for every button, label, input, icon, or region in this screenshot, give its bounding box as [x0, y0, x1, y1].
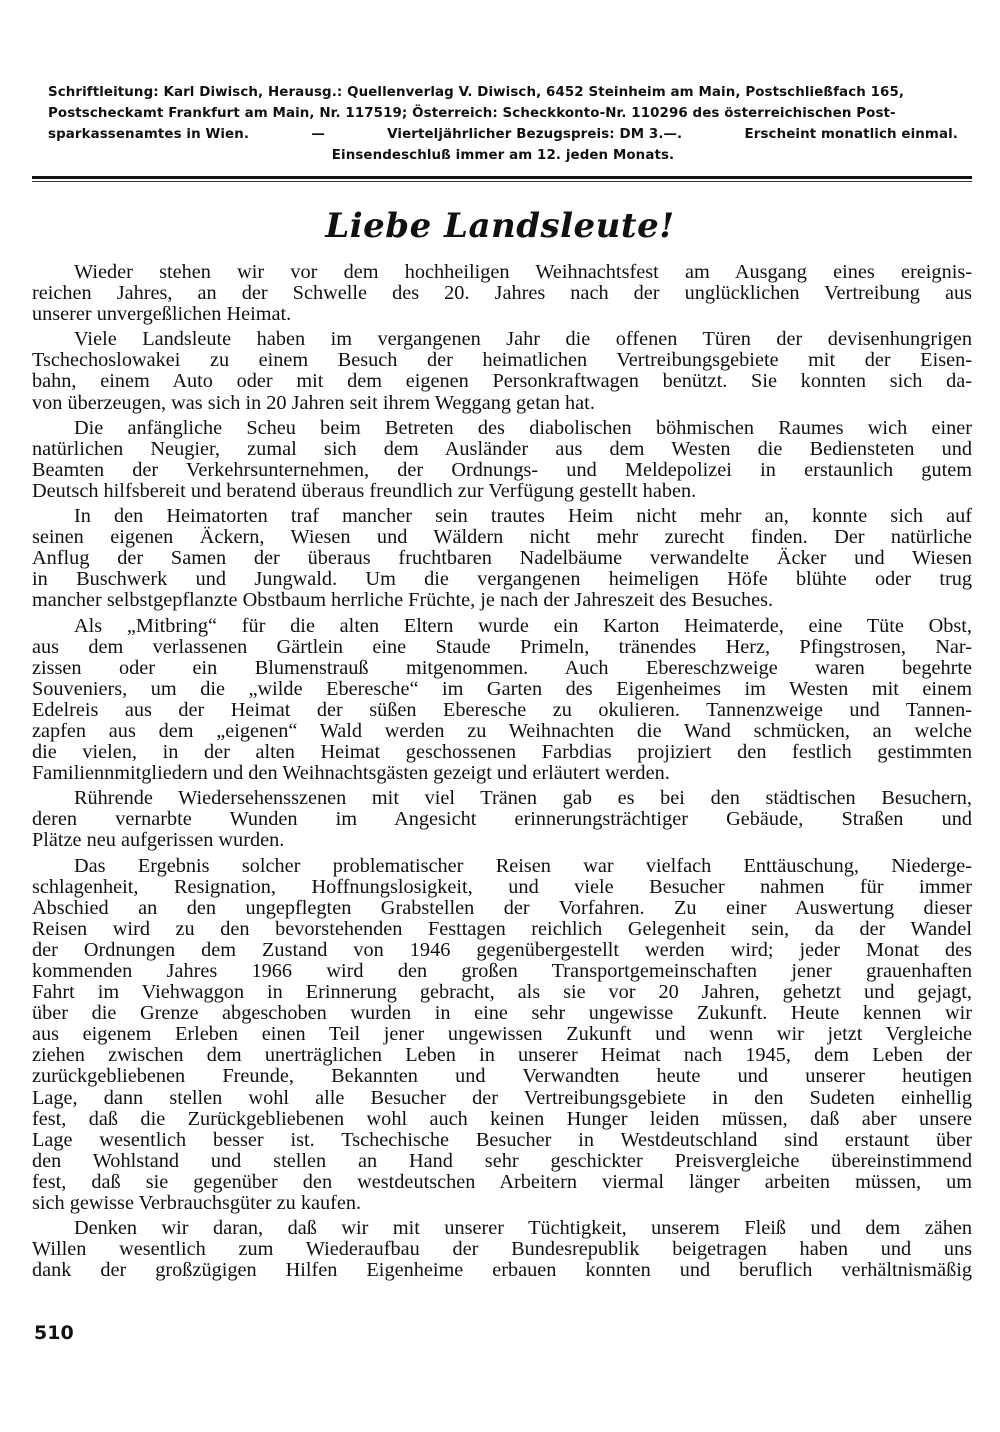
masthead-line-3d: Erscheint monatlich einmal.	[744, 127, 958, 142]
header-divider-thin	[32, 181, 972, 182]
paragraph-line: zapfen aus dem „eigenen“ Wald werden zu Weihnachten die Wand schmücken, an welche	[32, 719, 972, 742]
paragraph-line: Abschied an den ungepflegten Grabstellen der Vorfahren. Zu einer Auswertung dieser	[32, 896, 972, 919]
paragraph-line: Edelreis aus der Heimat der süßen Eberesche zu okulieren. Tannenzweige und Tannen-	[32, 698, 972, 721]
paragraph-line: Anflug der Samen der überaus fruchtbaren Nadelbäume verwandelte Äcker und Wiesen	[32, 547, 972, 570]
paragraph-line: Als „Mitbring“ für die alten Eltern wurde ein Karton Heimaterde, eine Tüte Obst,	[74, 614, 972, 637]
paragraph-line: dank der großzügigen Hilfen Eigenheime erbauen konnten und beruflich verhältnismäßig	[32, 1259, 972, 1282]
article-title: Liebe Landsleute!	[325, 206, 675, 246]
paragraph-line: Familiennmitgliedern und den Weihnachtsgästen gezeigt und erläutert werden.	[32, 762, 670, 785]
paragraph-line: Denken wir daran, daß wir mit unserer Tüchtigkeit, unserem Fleiß und dem zähen	[74, 1217, 972, 1240]
header-divider	[32, 176, 972, 179]
masthead-line	[48, 82, 958, 103]
paragraph-line: bahn, einem Auto oder mit dem eigenen Personkraftwagen benützt. Sie konnten sich da-	[32, 370, 972, 393]
masthead-line-3b: —	[311, 127, 325, 142]
paragraph-line: natürlichen Neugier, zumal sich dem Ausländer aus dem Westen die Bediensteten und	[32, 437, 972, 460]
paragraph-line: Lage wesentlich besser ist. Tschechische Besucher in Westdeutschland sind erstaunt über	[32, 1128, 972, 1151]
paragraph-line: ziehen zwischen dem unerträglichen Leben in unserer Heimat nach 1945, dem Leben der	[32, 1044, 972, 1067]
paragraph	[32, 856, 972, 1215]
paragraph-line: sich gewisse Verbrauchsgüter zu kaufen.	[32, 1192, 362, 1215]
paragraph-line: seinen eigenen Äckern, Wiesen und Wäldern nicht mehr zurecht finden. Der natürliche	[32, 526, 972, 549]
paragraph-line: mancher selbstgepflanzte Obstbaum herrliche Früchte, je nach der Jahreszeit des Besuches.	[32, 589, 774, 612]
paragraph	[32, 788, 972, 851]
paragraph-line: In den Heimatorten traf mancher sein trautes Heim nicht mehr an, konnte sich auf	[74, 505, 972, 528]
paragraph-line: Fahrt im Viehwaggon in Erinnerung gebracht, als sie vor 20 Jahren, gehetzt und gejagt,	[32, 981, 972, 1004]
paragraph-line: von überzeugen, was sich in 20 Jahren seit ihrem Weggang getan hat.	[32, 391, 595, 414]
paragraph-line: die vielen, in der alten Heimat geschossenen Farbdias projiziert den festlich gestimmten	[32, 741, 972, 764]
paragraph-line: unserer unvergeßlichen Heimat.	[32, 303, 292, 326]
article-body	[32, 262, 972, 1285]
paragraph-line: zissen oder ein Blumenstrauß mitgenommen. Auch Ebereschzweige waren begehrte	[32, 656, 972, 679]
paragraph	[32, 616, 972, 785]
paragraph-line: Deutsch hilfsbereit und beratend überaus freundlich zur Verfügung gestellt haben.	[32, 479, 697, 502]
paragraph-line: reichen Jahres, an der Schwelle des 20. Jahres nach der unglücklichen Vertreibung aus	[32, 282, 972, 305]
masthead-line	[48, 103, 958, 124]
paragraph-line: Das Ergebnis solcher problematischer Reisen war vielfach Enttäuschung, Niederge-	[74, 854, 972, 877]
masthead-line-3a: sparkassenamtes in Wien.	[48, 127, 250, 142]
paragraph-line: Willen wesentlich zum Wiederaufbau der Bundesrepublik beigetragen haben und uns	[32, 1238, 972, 1261]
paragraph-line: Reisen wird zu den bevorstehenden Festtagen reichlich Gelegenheit sein, da der Wandel	[32, 917, 972, 940]
masthead-line	[48, 145, 958, 166]
paragraph-line: Tschechoslowakei zu einem Besuch der heimatlichen Vertreibungsgebiete mit der Eisen-	[32, 349, 972, 372]
paragraph-line: schlagenheit, Resignation, Hoffnungslosigkeit, und viele Besucher nahmen für immer	[32, 875, 972, 898]
masthead-line-4: Einsendeschluß immer am 12. jeden Monats.	[331, 148, 675, 163]
paragraph-line: der Ordnungen dem Zustand von 1946 gegenübergestellt werden wird; jeder Monat des	[32, 938, 972, 961]
paragraph-line: über die Grenze abgeschoben wurden in eine sehr ungewisse Zukunft. Heute kennen wir	[32, 1002, 972, 1025]
paragraph-line: Souveniers, um die „wilde Eberesche“ im Garten des Eigenheimes im Westen mit einem	[32, 677, 972, 700]
paragraph	[32, 262, 972, 325]
paragraph-line: in Buschwerk und Jungwald. Um die vergangenen heimeligen Höfe blühte oder trug	[32, 568, 972, 591]
masthead-line-3c: Vierteljährlicher Bezugspreis: DM 3.—.	[387, 127, 683, 142]
masthead-line-2: Postscheckamt Frankfurt am Main, Nr. 117519; Österreich: Scheckkonto-Nr. 110296 des österreichischen Post-	[48, 106, 896, 121]
paragraph-line: zurückgebliebenen Freunde, Bekannten und Verwandten heute und unserer heutigen	[32, 1065, 972, 1088]
paragraph-line: Rührende Wiedersehensszenen mit viel Tränen gab es bei den städtischen Besuchern,	[74, 787, 972, 810]
paragraph-line: deren vernarbte Wunden im Angesicht erinnerungsträchtiger Gebäude, Straßen und	[32, 808, 972, 831]
page-number: 510	[34, 1322, 74, 1344]
paragraph	[32, 506, 972, 611]
masthead	[48, 82, 958, 166]
masthead-line-1: Schriftleitung: Karl Diwisch, Herausg.: Quellenverlag V. Diwisch, 6452 Steinheim am Main, Postschließfach 165,	[48, 85, 905, 100]
paragraph-line: aus dem verlassenen Gärtlein eine Staude Primeln, tränendes Herz, Pfingstrosen, Nar-	[32, 635, 972, 658]
paragraph-line: Wieder stehen wir vor dem hochheiligen Weihnachtsfest am Ausgang eines ereignis-	[74, 261, 972, 283]
paragraph-line: aus eigenem Erleben einen Teil jener ungewissen Zukunft und wenn wir jetzt Vergleiche	[32, 1023, 972, 1046]
paragraph	[32, 418, 972, 502]
paragraph	[32, 1218, 972, 1281]
paragraph-line: kommenden Jahres 1966 wird den großen Transportgemeinschaften jener grauenhaften	[32, 960, 972, 982]
masthead-line	[48, 124, 958, 145]
paragraph-line: Die anfängliche Scheu beim Betreten des diabolischen böhmischen Raumes wich einer	[74, 416, 972, 439]
paragraph-line: fest, daß sie gegenüber den westdeutschen Arbeitern viermal länger arbeiten müssen, um	[32, 1170, 972, 1193]
paragraph-line: den Wohlstand und stellen an Hand sehr geschickter Preisvergleiche übereinstimmend	[32, 1149, 972, 1172]
paragraph-line: Lage, dann stellen wohl alle Besucher der Vertreibungsgebiete in den Sudeten einhellig	[32, 1086, 972, 1109]
paragraph	[32, 329, 972, 413]
paragraph-line: Beamten der Verkehrsunternehmen, der Ordnungs- und Meldepolizei in erstaunlich gutem	[32, 458, 972, 481]
paragraph-line: fest, daß die Zurückgebliebenen wohl auch keinen Hunger leiden müssen, daß aber unsere	[32, 1107, 972, 1130]
paragraph-line: Viele Landsleute haben im vergangenen Jahr die offenen Türen der devisenhungrigen	[74, 328, 972, 351]
paragraph-line: Plätze neu aufgerissen wurden.	[32, 829, 285, 852]
